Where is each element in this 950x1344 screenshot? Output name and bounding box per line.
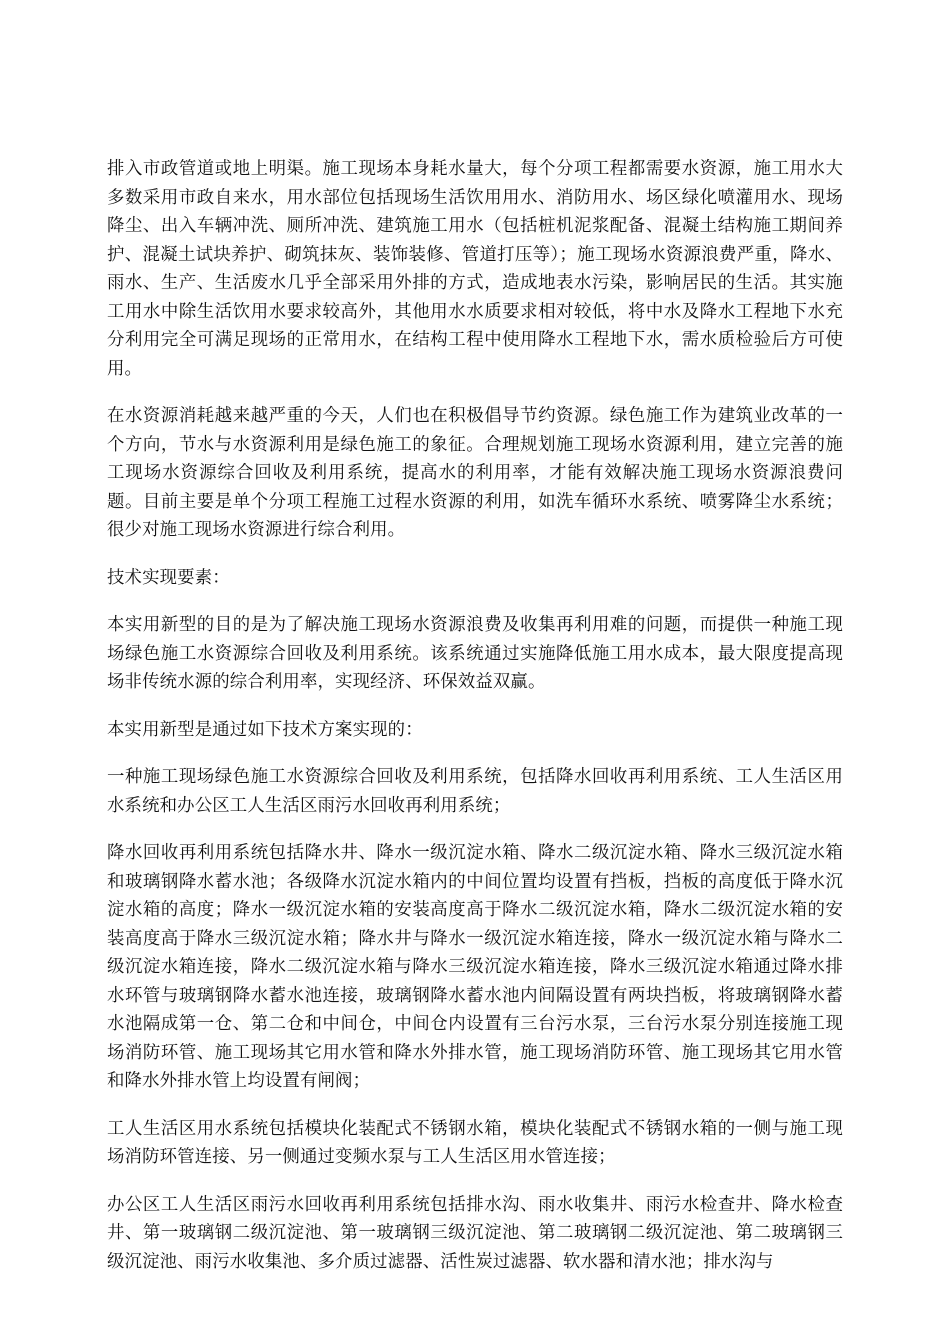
paragraph-system-overview: 一种施工现场绿色施工水资源综合回收及利用系统，包括降水回收再利用系统、工人生活区用水系统和办公区工人生活区雨污水回收再利用系统； [107, 767, 843, 816]
paragraph-worker-living-area-water-system: 工人生活区用水系统包括模块化装配式不锈钢水箱，模块化装配式不锈钢水箱的一侧与施工现场消防环管连接、另一侧通过变频水泵与工人生活区用水管连接； [107, 1118, 843, 1167]
paragraph-office-area-rainwater-system: 办公区工人生活区雨污水回收再利用系统包括排水沟、雨水收集井、雨污水检查井、降水检查井、第一玻璃钢二级沉淀池、第一玻璃钢三级沉淀池、第二玻璃钢二级沉淀池、第二玻璃钢三级沉淀池、雨污水收集池、多介质过滤器、活性炭过滤器、软水器和清水池；排水沟与 [107, 1194, 843, 1272]
paragraph-water-conservation: 在水资源消耗越来越严重的今天，人们也在积极倡导节约资源。绿色施工作为建筑业改革的一个方向，节水与水资源利用是绿色施工的象征。合理规划施工现场水资源利用，建立完善的施工现场水资源综合回收及利用系统，提高水的利用率，才能有效解决施工现场水资源浪费问题。目前主要是单个分项工程施工过程水资源的利用，如洗车循环水系统、喷雾降尘水系统；很少对施工现场水资源进行综合利用。 [107, 406, 843, 540]
paragraph-background-water-use: 排入市政管道或地上明渠。施工现场本身耗水量大，每个分项工程都需要水资源，施工用水大多数采用市政自来水，用水部位包括现场生活饮用用水、消防用水、场区绿化喷灌用水、现场降尘、出入车辆冲洗、厕所冲洗、建筑施工用水（包括桩机泥浆配备、混凝土结构施工期间养护、混凝土试块养护、砌筑抹灰、装饰装修、管道打压等）；施工现场水资源浪费严重，降水、雨水、生产、生活废水几乎全部采用外排的方式，造成地表水污染，影响居民的生活。其实施工用水中除生活饮用水要求较高外，其他用水水质要求相对较低，将中水及降水工程地下水充分利用完全可满足现场的正常用水，在结构工程中使用降水工程地下水，需水质检验后方可使用。 [107, 159, 843, 379]
document-body [107, 155, 843, 1276]
paragraph-purpose: 本实用新型的目的是为了解决施工现场水资源浪费及收集再利用难的问题，而提供一种施工现场绿色施工水资源综合回收及利用系统。该系统通过实施降低施工用水成本，最大限度提高现场非传统水源的综合利用率，实现经济、环保效益双赢。 [107, 615, 843, 692]
section-heading-technical-elements: 技术实现要素： [107, 567, 230, 588]
paragraph-technical-scheme-intro: 本实用新型是通过如下技术方案实现的： [107, 719, 423, 740]
paragraph-precipitation-recovery-system: 降水回收再利用系统包括降水井、降水一级沉淀水箱、降水二级沉淀水箱、降水三级沉淀水箱和玻璃钢降水蓄水池；各级降水沉淀水箱内的中间位置均设置有挡板，挡板的高度低于降水沉淀水箱的高度；降水一级沉淀水箱的安装高度高于降水二级沉淀水箱，降水二级沉淀水箱的安装高度高于降水三级沉淀水箱；降水井与降水一级沉淀水箱连接，降水一级沉淀水箱与降水二级沉淀水箱连接，降水二级沉淀水箱与降水三级沉淀水箱连接，降水三级沉淀水箱通过降水排水环管与玻璃钢降水蓄水池连接，玻璃钢降水蓄水池内间隔设置有两块挡板，将玻璃钢降水蓄水池隔成第一仓、第二仓和中间仓，中间仓内设置有三台污水泵，三台污水泵分别连接施工现场消防环管、施工现场其它用水管和降水外排水管，施工现场消防环管、施工现场其它用水管和降水外排水管上均设置有闸阀； [107, 843, 843, 1091]
